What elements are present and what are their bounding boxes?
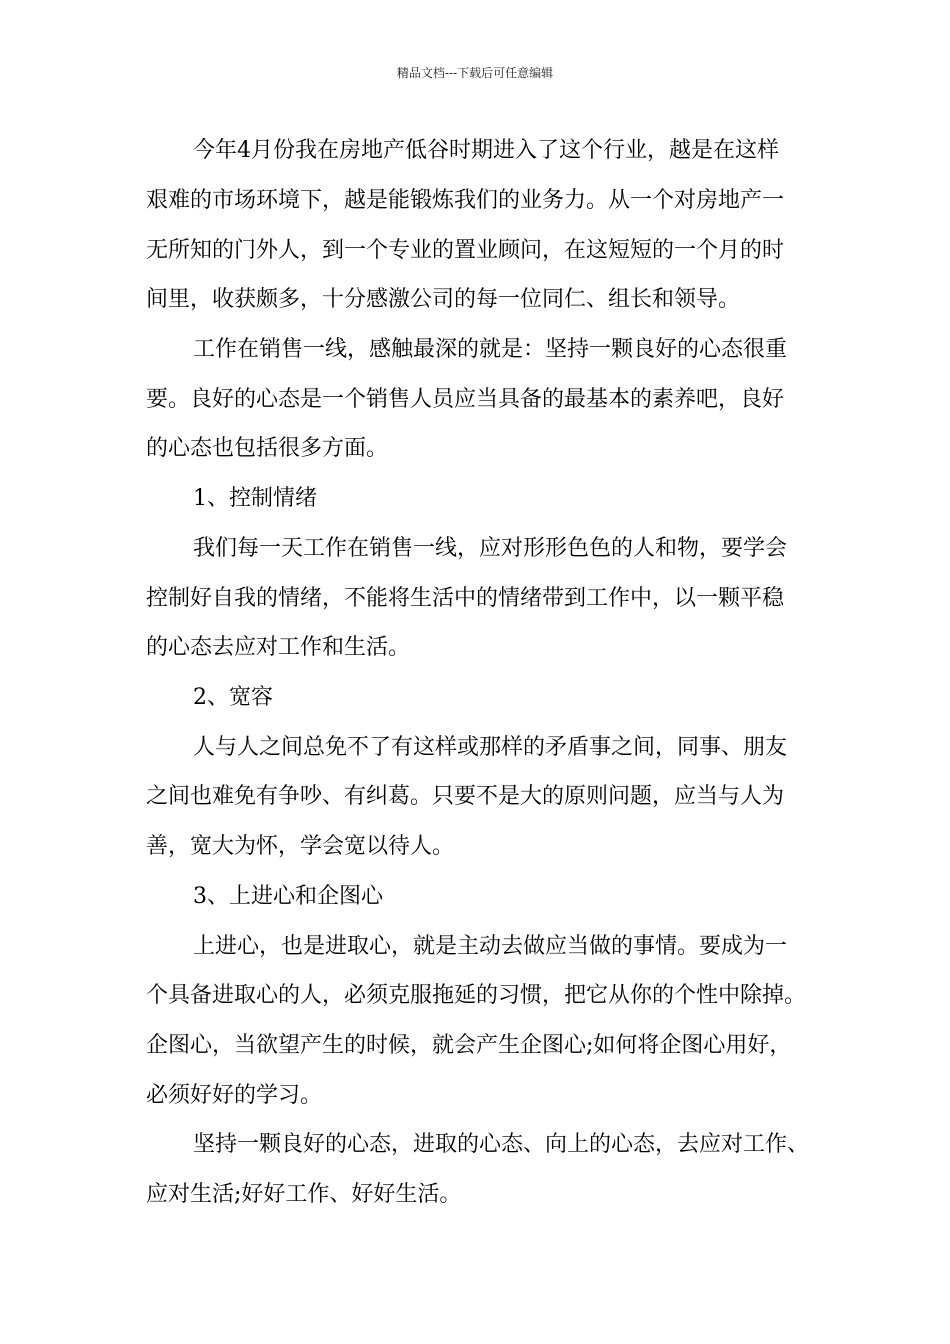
text-line: 的心态也包括很多方面。	[146, 436, 389, 461]
text-line: 应对生活;好好工作、好好生活。	[146, 1182, 462, 1207]
text-line: 企图心，当欲望产生的时候，就会产生企图心;如何将企图心用好，	[146, 1033, 792, 1058]
text-line: 我们每一天工作在销售一线，应对形形色色的人和物，要学会	[193, 536, 788, 561]
text-line: 艰难的市场环境下，越是能锻炼我们的业务力。从一个对房地产一	[146, 188, 785, 213]
text-line: 坚持一颗良好的心态，进取的心态、向上的心态，去应对工作、	[193, 1132, 810, 1157]
text-line: 的心态去应对工作和生活。	[146, 635, 411, 660]
text-line: 之间也难免有争吵、有纠葛。只要不是大的原则问题，应当与人为	[146, 784, 785, 809]
text-line: 人与人之间总免不了有这样或那样的矛盾事之间，同事、朋友	[193, 735, 788, 760]
text-line: 个具备进取心的人，必须克服拖延的习惯，把它从你的个性中除掉。	[146, 983, 807, 1008]
text-line: 控制好自我的情绪，不能将生活中的情绪带到工作中，以一颗平稳	[146, 586, 785, 611]
text-line: 间里，收获颇多，十分感激公司的每一位同仁、组长和领导。	[146, 287, 741, 312]
text-line: 工作在销售一线，感触最深的就是：坚持一颗良好的心态很重	[193, 337, 788, 362]
section-heading: 2、宽容	[193, 685, 273, 710]
text-line: 今年4月份我在房地产低谷时期进入了这个行业，越是在这样	[193, 138, 779, 163]
text-line: 必须好好的学习。	[146, 1083, 323, 1108]
section-heading: 3、上进心和企图心	[193, 884, 383, 909]
text-line: 善，宽大为怀，学会宽以待人。	[146, 834, 455, 859]
text-line: 要。良好的心态是一个销售人员应当具备的最基本的素养吧，良好	[146, 387, 785, 412]
page-header: 精品文档---下载后可任意编辑	[396, 66, 554, 80]
section-heading: 1、控制情绪	[193, 486, 317, 511]
text-line: 无所知的门外人，到一个专业的置业顾问，在这短短的一个月的时	[146, 238, 785, 263]
text-line: 上进心，也是进取心，就是主动去做应当做的事情。要成为一	[193, 934, 788, 959]
